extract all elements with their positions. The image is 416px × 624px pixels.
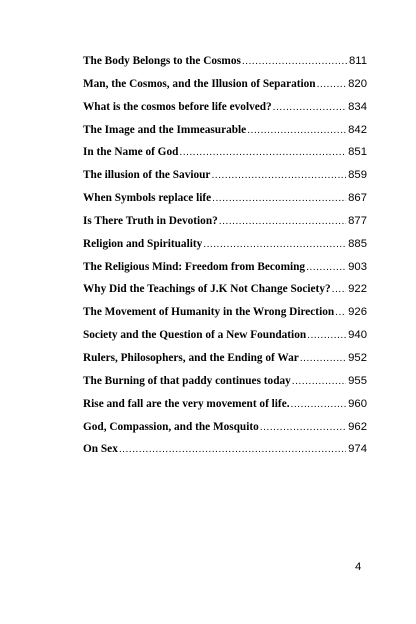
toc-entry-title: The Body Belongs to the Cosmos	[83, 55, 241, 67]
toc-entry-title: What is the cosmos before life evolved?	[83, 100, 272, 113]
toc-dot-leader	[179, 141, 346, 164]
toc-entry[interactable]	[83, 187, 367, 210]
toc-entry[interactable]	[83, 233, 367, 256]
toc-entry[interactable]	[83, 256, 367, 279]
toc-entry[interactable]	[83, 393, 367, 416]
toc-dot-leader	[247, 119, 346, 142]
toc-dot-leader	[260, 416, 346, 439]
toc-entry-title: Rulers, Philosophers, and the Ending of War	[83, 351, 299, 364]
toc-entry-page: 940	[348, 329, 367, 342]
toc-entry[interactable]	[83, 164, 367, 187]
toc-entry-title: The Burning of that paddy continues today	[83, 374, 291, 387]
toc-dot-leader	[307, 324, 346, 347]
toc-entry-page: 877	[348, 214, 367, 227]
toc-entry-page: 820	[348, 77, 367, 90]
toc-entry-page: 834	[348, 100, 367, 113]
toc-dot-leader	[273, 96, 346, 119]
toc-entry-page: 960	[348, 397, 367, 410]
toc-entry[interactable]	[83, 416, 367, 439]
toc-entry-page: 922	[348, 283, 367, 296]
toc-entry-page: 859	[348, 169, 367, 182]
toc-dot-leader	[292, 370, 346, 393]
toc-entry[interactable]	[83, 324, 367, 347]
toc-entry[interactable]	[83, 73, 367, 96]
toc-entry[interactable]	[83, 210, 367, 233]
toc-entry-page: 885	[348, 237, 367, 250]
toc-entry-page: 926	[348, 306, 367, 319]
toc-entry-page: 955	[348, 374, 367, 387]
toc-entry-title: The Image and the Immeasurable	[83, 123, 247, 136]
toc-entry-title: Rise and fall are the very movement of life.	[83, 397, 290, 410]
toc-entry[interactable]	[83, 438, 367, 461]
toc-dot-leader	[291, 393, 347, 416]
toc-dot-leader	[300, 347, 346, 370]
toc-entry-page: 867	[348, 192, 367, 205]
table-of-contents	[83, 50, 367, 461]
toc-entry[interactable]	[83, 278, 367, 301]
toc-entry[interactable]	[83, 301, 367, 324]
toc-entry-page: 974	[348, 443, 367, 456]
toc-entry-title: The Movement of Humanity in the Wrong Direction	[83, 306, 335, 319]
toc-entry-page: 811	[348, 55, 367, 67]
toc-entry-page: 952	[348, 351, 367, 364]
toc-dot-leader	[119, 438, 346, 461]
toc-dot-leader	[306, 256, 346, 279]
toc-entry-title: Society and the Question of a New Foundation	[83, 329, 307, 342]
toc-entry[interactable]	[83, 347, 367, 370]
toc-entry-page: 962	[348, 420, 367, 433]
toc-entry-page: 842	[348, 123, 367, 136]
toc-entry-title: On Sex	[83, 443, 118, 456]
toc-dot-leader	[212, 187, 346, 210]
page-number: 4	[355, 561, 362, 573]
toc-entry-title: God, Compassion, and the Mosquito	[83, 420, 259, 433]
toc-entry-title: Is There Truth in Devotion?	[83, 214, 218, 227]
toc-entry-page: 903	[348, 260, 367, 273]
toc-entry-title: The illusion of the Saviour	[83, 169, 211, 182]
toc-dot-leader	[317, 73, 347, 96]
toc-entry[interactable]	[83, 50, 367, 73]
toc-dot-leader	[332, 278, 347, 301]
toc-dot-leader	[335, 301, 346, 324]
toc-entry[interactable]	[83, 119, 367, 142]
toc-dot-leader	[219, 210, 346, 233]
toc-entry-title: The Religious Mind: Freedom from Becoming	[83, 260, 306, 273]
toc-entry[interactable]	[83, 141, 367, 164]
toc-dot-leader	[203, 233, 346, 256]
toc-entry-title: When Symbols replace life	[83, 192, 212, 205]
toc-entry[interactable]	[83, 370, 367, 393]
toc-entry[interactable]	[83, 96, 367, 119]
toc-entry-title: Religion and Spirituality	[83, 237, 203, 250]
toc-entry-title: In the Name of God	[83, 146, 179, 159]
toc-entry-title: Why Did the Teachings of J.K Not Change Society?	[83, 283, 331, 296]
toc-entry-title: Man, the Cosmos, and the Illusion of Separation	[83, 77, 316, 90]
toc-entry-page: 851	[348, 146, 367, 159]
toc-dot-leader	[211, 164, 346, 187]
toc-dot-leader	[242, 50, 347, 73]
